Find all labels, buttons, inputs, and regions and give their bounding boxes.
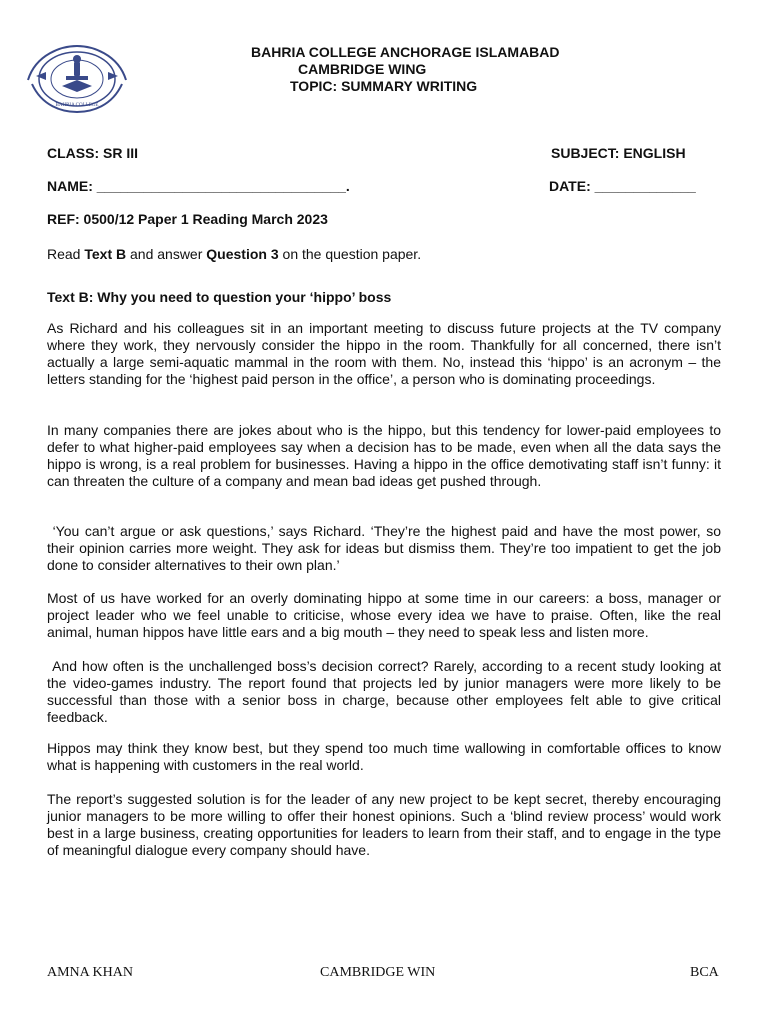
instruction-question: Question 3 [206,246,279,262]
logo-ring-text: BAHRIA COLLEGE [55,103,99,108]
paragraph: In many companies there are jokes about who is the hippo, but this tendency for lower-paid employees to defer to what higher-paid employees say when a decision has to be made, even when all the data says the hippo is wrong, is a real problem for businesses. Having a hippo in the office demotivating staff isn’t funny: it can threaten the culture of a company and mean bad ideas get pushed through. [47,422,721,489]
paragraph: As Richard and his colleagues sit in an important meeting to discuss future projects at the TV company where they work, they nervously consider the hippo in the room. Thankfully for all concerned, there isn’t actually a large semi-aquatic mammal in the room with them. No, instead this ‘hippo’ is an acronym – the letters standing for the ‘highest paid person in the office’, a person who is dominating proceedings. [47,320,721,387]
bahria-college-crest-icon [22,40,132,116]
paragraph: And how often is the unchallenged boss’s decision correct? Rarely, according to a recent study looking at the video-games industry. The report found that projects led by junior managers were more likely to be successful than those with a senior boss in charge, because other employees felt able to give critical feedback. [47,658,725,725]
date-field: DATE: _____________ [549,178,696,194]
college-name: BAHRIA COLLEGE ANCHORAGE ISLAMABAD [251,44,560,60]
paragraph: ‘You can’t argue or ask questions,’ says Richard. ‘They’re the highest paid and have the most power, so their opinion carries more weight. They ask for ideas but dismiss them. They’re too impatient to get the job done to consider alternatives to their own plan.’ [47,523,725,573]
footer-code: BCA [690,965,719,980]
instruction-text-3: on the question paper. [278,246,422,262]
paragraph: The report’s suggested solution is for the leader of any new project to be kept secret, thereby encouraging junior managers to be more willing to offer their honest opinions. Such a ‘blind review process’ would work best in a large business, creating opportunities for leaders to learn from their staff, and to engage in the type of meaningful dialogue every company should have. [47,791,721,858]
class-label: CLASS: SR III [47,145,139,161]
college-logo [22,40,132,116]
footer-wing: CAMBRIDGE WIN [320,965,436,980]
instruction-text-2: and answer [126,246,207,262]
name-field: NAME: ________________________________. [47,178,350,194]
instruction-text-1: Read [47,246,85,262]
text-title: Text B: Why you need to question your ‘hippo’ boss [47,289,392,305]
topic-title: TOPIC: SUMMARY WRITING [290,78,478,94]
wing-name: CAMBRIDGE WING [298,61,427,77]
instruction-text-b: Text B [84,246,127,262]
subject-label: SUBJECT: ENGLISH [551,145,686,161]
instruction-line [47,246,421,262]
paragraph: Hippos may think they know best, but they spend too much time wallowing in comfortable offices to know what is happening with customers in the real world. [47,740,721,773]
paragraph: Most of us have worked for an overly dominating hippo at some time in our careers: a boss, manager or project leader who we feel unable to criticise, whose every idea we have to praise. Often, like the real animal, human hippos have little ears and a big mouth – they need to speak less and listen more. [47,590,721,640]
footer-author: AMNA KHAN [47,965,133,980]
reference-line: REF: 0500/12 Paper 1 Reading March 2023 [47,211,328,227]
